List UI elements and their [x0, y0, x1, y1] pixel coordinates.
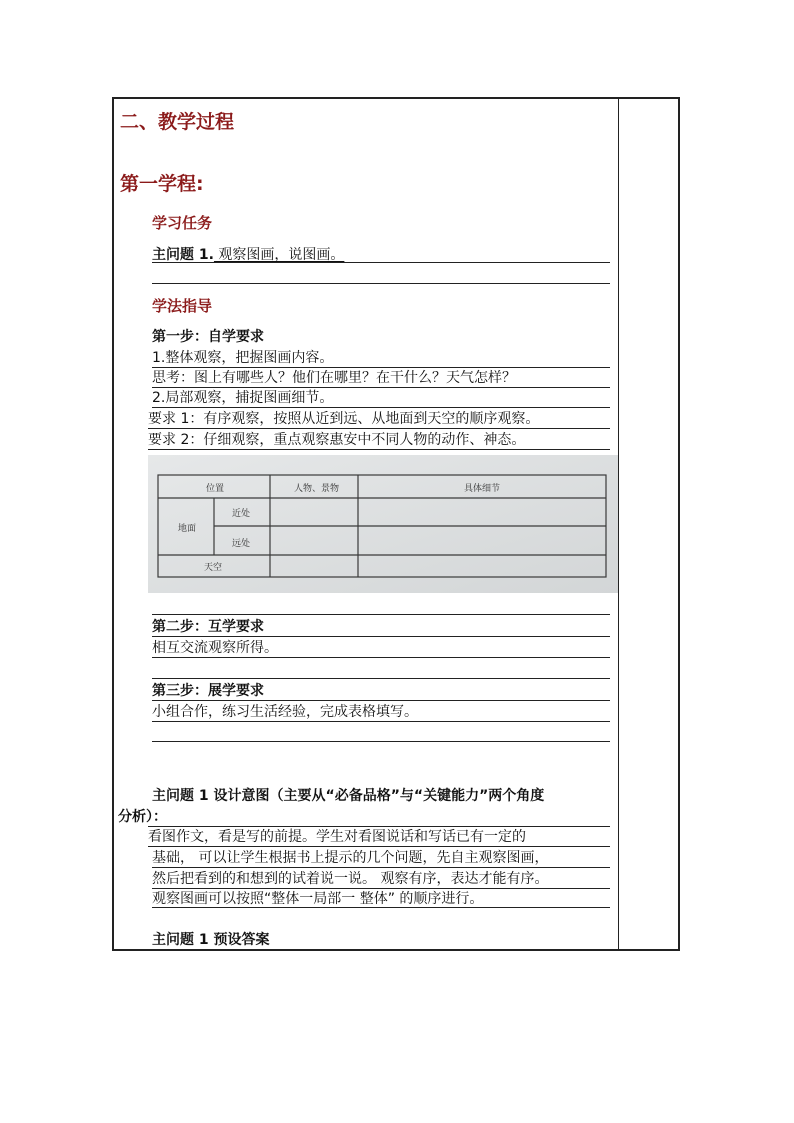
- answer-line: [152, 614, 610, 615]
- answer-line: [152, 678, 610, 679]
- underline: [148, 428, 610, 429]
- step3-text: 小组合作，练习生活经验，完成表格填写。: [152, 704, 418, 720]
- table-far-label: 远处: [232, 539, 251, 549]
- table-near-label: 近处: [232, 509, 251, 519]
- step1-title: 第一步：自学要求: [152, 329, 264, 345]
- preset-answer-title: 主问题 1 预设答案: [152, 932, 270, 948]
- table-ground-label: 地面: [178, 524, 197, 534]
- underline: [152, 888, 610, 889]
- answer-line: [152, 741, 610, 742]
- step3-title: 第三步：展学要求: [152, 683, 264, 699]
- table-header-details: 具体细节: [464, 484, 501, 494]
- table-header-people: 人物、景物: [294, 484, 340, 494]
- design-intent-title-cont: 分析）：: [118, 809, 167, 825]
- design-intent-line: 基础， 可以让学生根据书上提示的几个问题，先自主观察图画，: [152, 850, 549, 866]
- answer-line: [152, 283, 610, 284]
- design-intent-title: 主问题 1 设计意图（主要从“必备品格”与“关键能力”两个角度: [152, 788, 545, 804]
- step1-line: 1.整体观察，把握图画内容。: [152, 350, 334, 366]
- step1-line: 思考：图上有哪些人？他们在哪里？在干什么？天气怎样？: [152, 370, 516, 386]
- underline: [152, 721, 610, 722]
- step1-line: 要求 1：有序观察，按照从近到远、从地面到天空的顺序观察。: [148, 411, 540, 427]
- right-column-divider: [618, 97, 619, 951]
- underline: [152, 700, 610, 701]
- main-question-line: [152, 246, 344, 262]
- main-question-text: 观察图画，说图画。: [213, 247, 345, 263]
- section-title: 二、教学过程: [120, 111, 235, 133]
- main-question-label: 主问题 1.: [152, 247, 214, 263]
- learning-task-heading: 学习任务: [152, 214, 213, 232]
- step2-title: 第二步：互学要求: [152, 619, 264, 635]
- underline: [152, 657, 610, 658]
- underline: [152, 636, 610, 637]
- step1-line: 2.局部观察，捕捉图画细节。: [152, 390, 334, 406]
- design-intent-line: 看图作文，看是写的前提。学生对看图说话和写话已有一定的: [148, 829, 526, 845]
- underline: [152, 367, 610, 368]
- observation-table-photo: [148, 455, 618, 593]
- design-intent-line: 观察图画可以按照“整体一局部一 整体” 的顺序进行。: [152, 891, 484, 907]
- underline: [148, 449, 610, 450]
- table-sky-label: 天空: [204, 563, 223, 573]
- table-header-position: 位置: [206, 484, 225, 494]
- underline: [152, 907, 610, 908]
- design-intent-line: 然后把看到的和想到的试着说一说。 观察有序，表达才能有序。: [152, 871, 549, 887]
- underline: [148, 826, 610, 827]
- stage-title: 第一学程:: [120, 173, 204, 195]
- underline: [152, 867, 610, 868]
- step1-line: 要求 2：仔细观察，重点观察惠安中不同人物的动作、神态。: [148, 432, 526, 448]
- method-guide-heading: 学法指导: [152, 297, 213, 315]
- step2-text: 相互交流观察所得。: [152, 640, 278, 656]
- underline: [148, 846, 610, 847]
- underline: [152, 407, 610, 408]
- answer-line: [152, 262, 610, 263]
- underline: [152, 387, 610, 388]
